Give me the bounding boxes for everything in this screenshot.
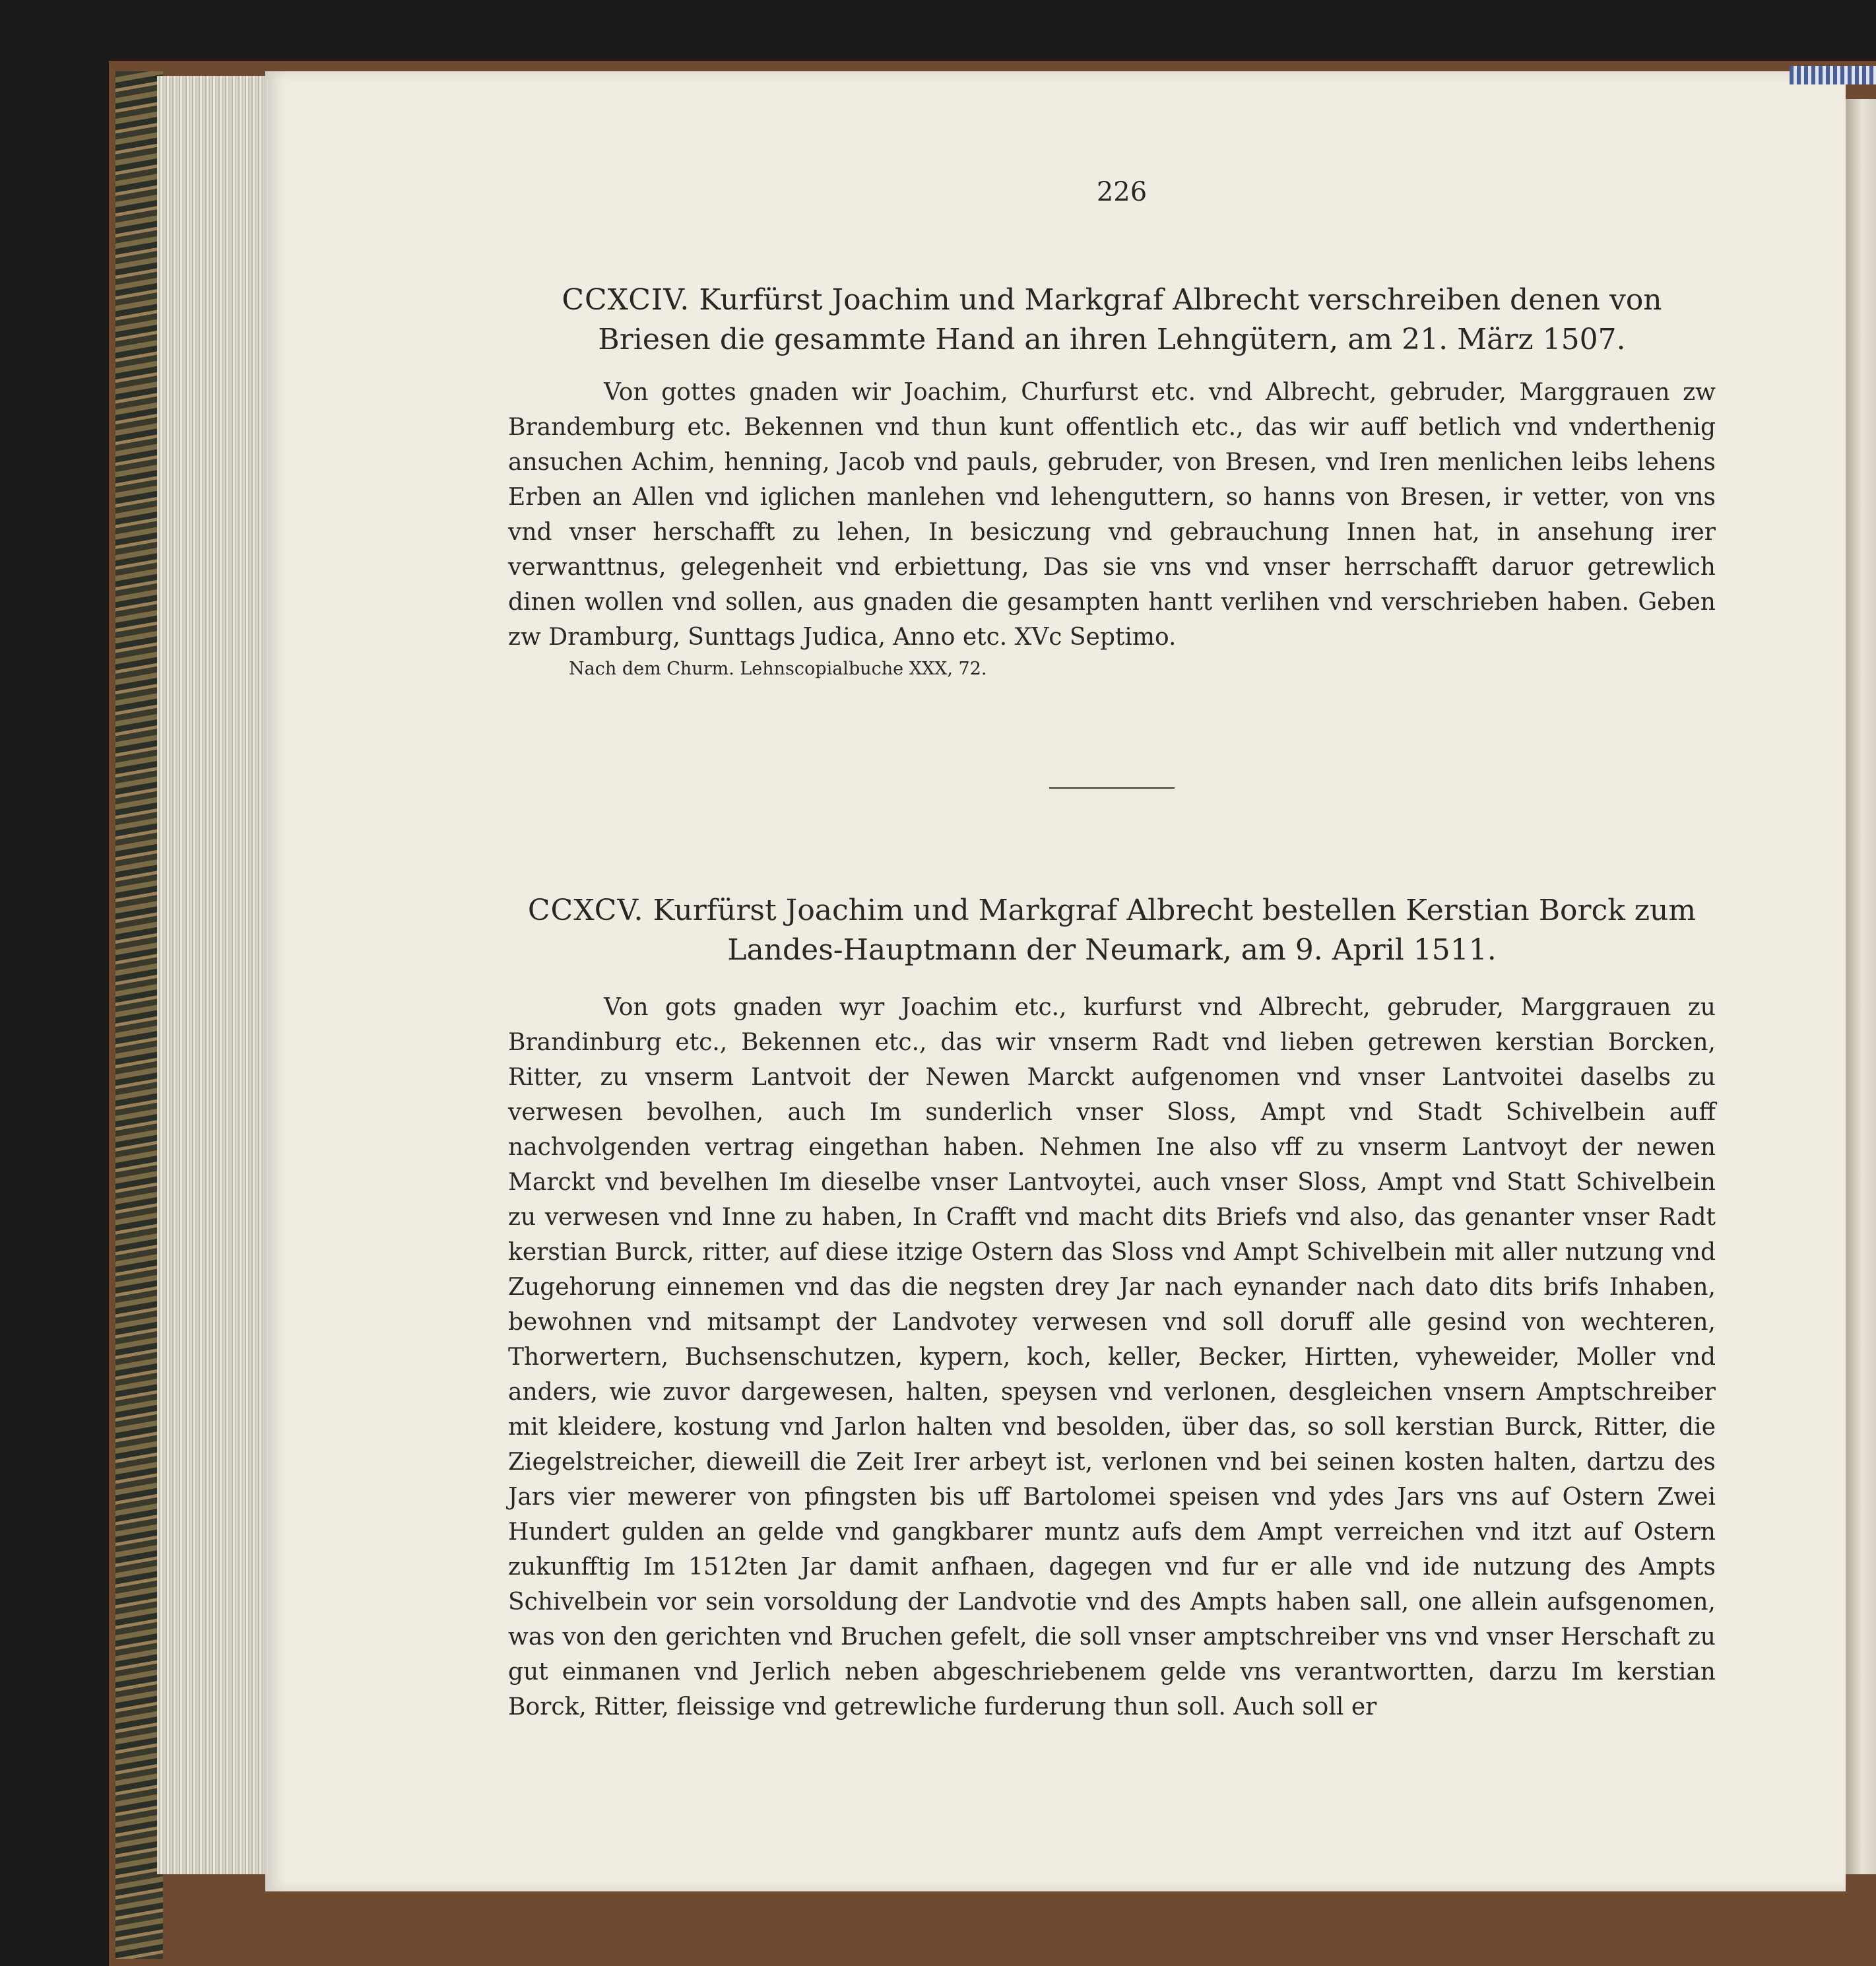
source-note: Nach dem Churm. Lehnscopialbuche XXX, 72. (569, 659, 987, 679)
section-divider (1049, 787, 1175, 789)
document-title: Kurfürst Joachim und Markgraf Albrecht verschreiben denen von Briesen die gesammte Hand an ihren Lehngütern, am 21. März 1507. (598, 283, 1662, 356)
page-number: 226 (1096, 177, 1148, 207)
document-numeral: CCXCV. (527, 894, 644, 927)
document-body-ccxcv: Von gots gnaden wyr Joachim etc., kurfurst vnd Albrecht, gebruder, Marggrauen zu Brandinburg etc., Bekennen etc., das wir vnserm Radt vnd lieben getrewen kerstian Borcken, Ritter, zu vnserm Lantvoit der Newen Marckt aufgenomen vnd vnser Lantvoitei daselbs zu verwesen bevolhen, auch Im sunderlich vnser Sloss, Ampt vnd Stadt Schivelbein auff nachvolgenden vertrag eingethan haben. Nehmen Ine also vff zu vnserm Lantvoyt der newen Marckt vnd bevelhen Im dieselbe vnser Lantvoytei, auch vnser Sloss, Ampt vnd Statt Schivelbein zu verwesen vnd Inne zu haben, In Crafft vnd macht dits Briefs vnd also, das genanter vnser Radt kerstian Burck, ritter, auf diese itzige Ostern das Sloss vnd Ampt Schivelbein mit aller nutzung vnd Zugehorung einnemen vnd das die negsten drey Jar nach eynander nach dato dits brifs Inhaben, bewohnen vnd mitsampt der Landvotey verwesen vnd soll doruff alle gesind von wechteren, Thorwertern, Buchsenschutzen, kypern, koch, keller, Becker, Hirtten, vyheweider, Moller vnd anders, wie zuvor dargewesen, halten, speysen vnd verlonen, desgleichen vnsern Amptschreiber mit kleidere, kostung vnd Jarlon halten vnd besolden, über das, so soll kerstian Burck, Ritter, die Ziegelstreicher, dieweill die Zeit Irer arbeyt ist, verlonen vnd bei seinen kosten halten, dartzu des Jars vier mewerer von pfingsten bis uff Bartolomei speisen vnd ydes Jars vns auf Ostern Zwei Hundert gulden an gelde vnd gangkbarer muntz aufs dem Ampt verreichen vnd itzt auf Ostern zukunfftig Im 1512ten Jar damit anfhaen, dagegen vnd fur er alle vnd ide nutzung des Ampts Schivelbein vor sein vorsoldung der Landvotie vnd des Ampts haben sall, one allein aufsgenomen, was von den gerichten vnd Bruchen gefelt, die soll vnser amptschreiber vns vnd vnser Herschaft zu gut einmanen vnd Jerlich neben abgeschriebenem gelde vns verantwortten, darzu Im kerstian Borck, Ritter, fleissige vnd getrewliche furderung thun soll. Auch soll er (508, 994, 1716, 1720)
document-title: Kurfürst Joachim und Markgraf Albrecht bestellen Kerstian Borck zum Landes-Hauptmann der Neumark, am 9. April 1511. (653, 894, 1697, 967)
document-body-ccxciv: Von gottes gnaden wir Joachim, Churfurst etc. vnd Albrecht, gebruder, Marggrauen zw Brandemburg etc. Bekennen vnd thun kunt offentlich etc., das wir auff betlich vnd vnderthenig ansuchen Achim, henning, Jacob vnd pauls, gebruder, von Bresen, vnd Iren menlichen leibs lehens Erben an Allen vnd iglichen manlehen vnd lehenguttern, so hanns von Bresen, ir vetter, von vns vnd vnser herschafft zu lehen, In besiczung vnd gebrauchung Innen hat, in ansehung irer verwanttnus, gelegenheit vnd erbiettung, Das sie vns vnd vnser herrschafft daruor getrewlich dinen wollen vnd sollen, aus gnaden die gesampten hantt verlihen vnd verschrieben haben. Geben zw Dramburg, Sunttags Judica, Anno etc. XVc Septimo. (508, 379, 1716, 651)
document-heading-ccxcv (508, 891, 1716, 970)
document-numeral: CCXCIV. (562, 283, 690, 317)
marbled-board (115, 71, 163, 1959)
page-edges (157, 76, 269, 1874)
bookmark-ribbon (1790, 66, 1876, 84)
document-heading-ccxciv (508, 280, 1716, 360)
next-page-edge (1846, 99, 1876, 1874)
